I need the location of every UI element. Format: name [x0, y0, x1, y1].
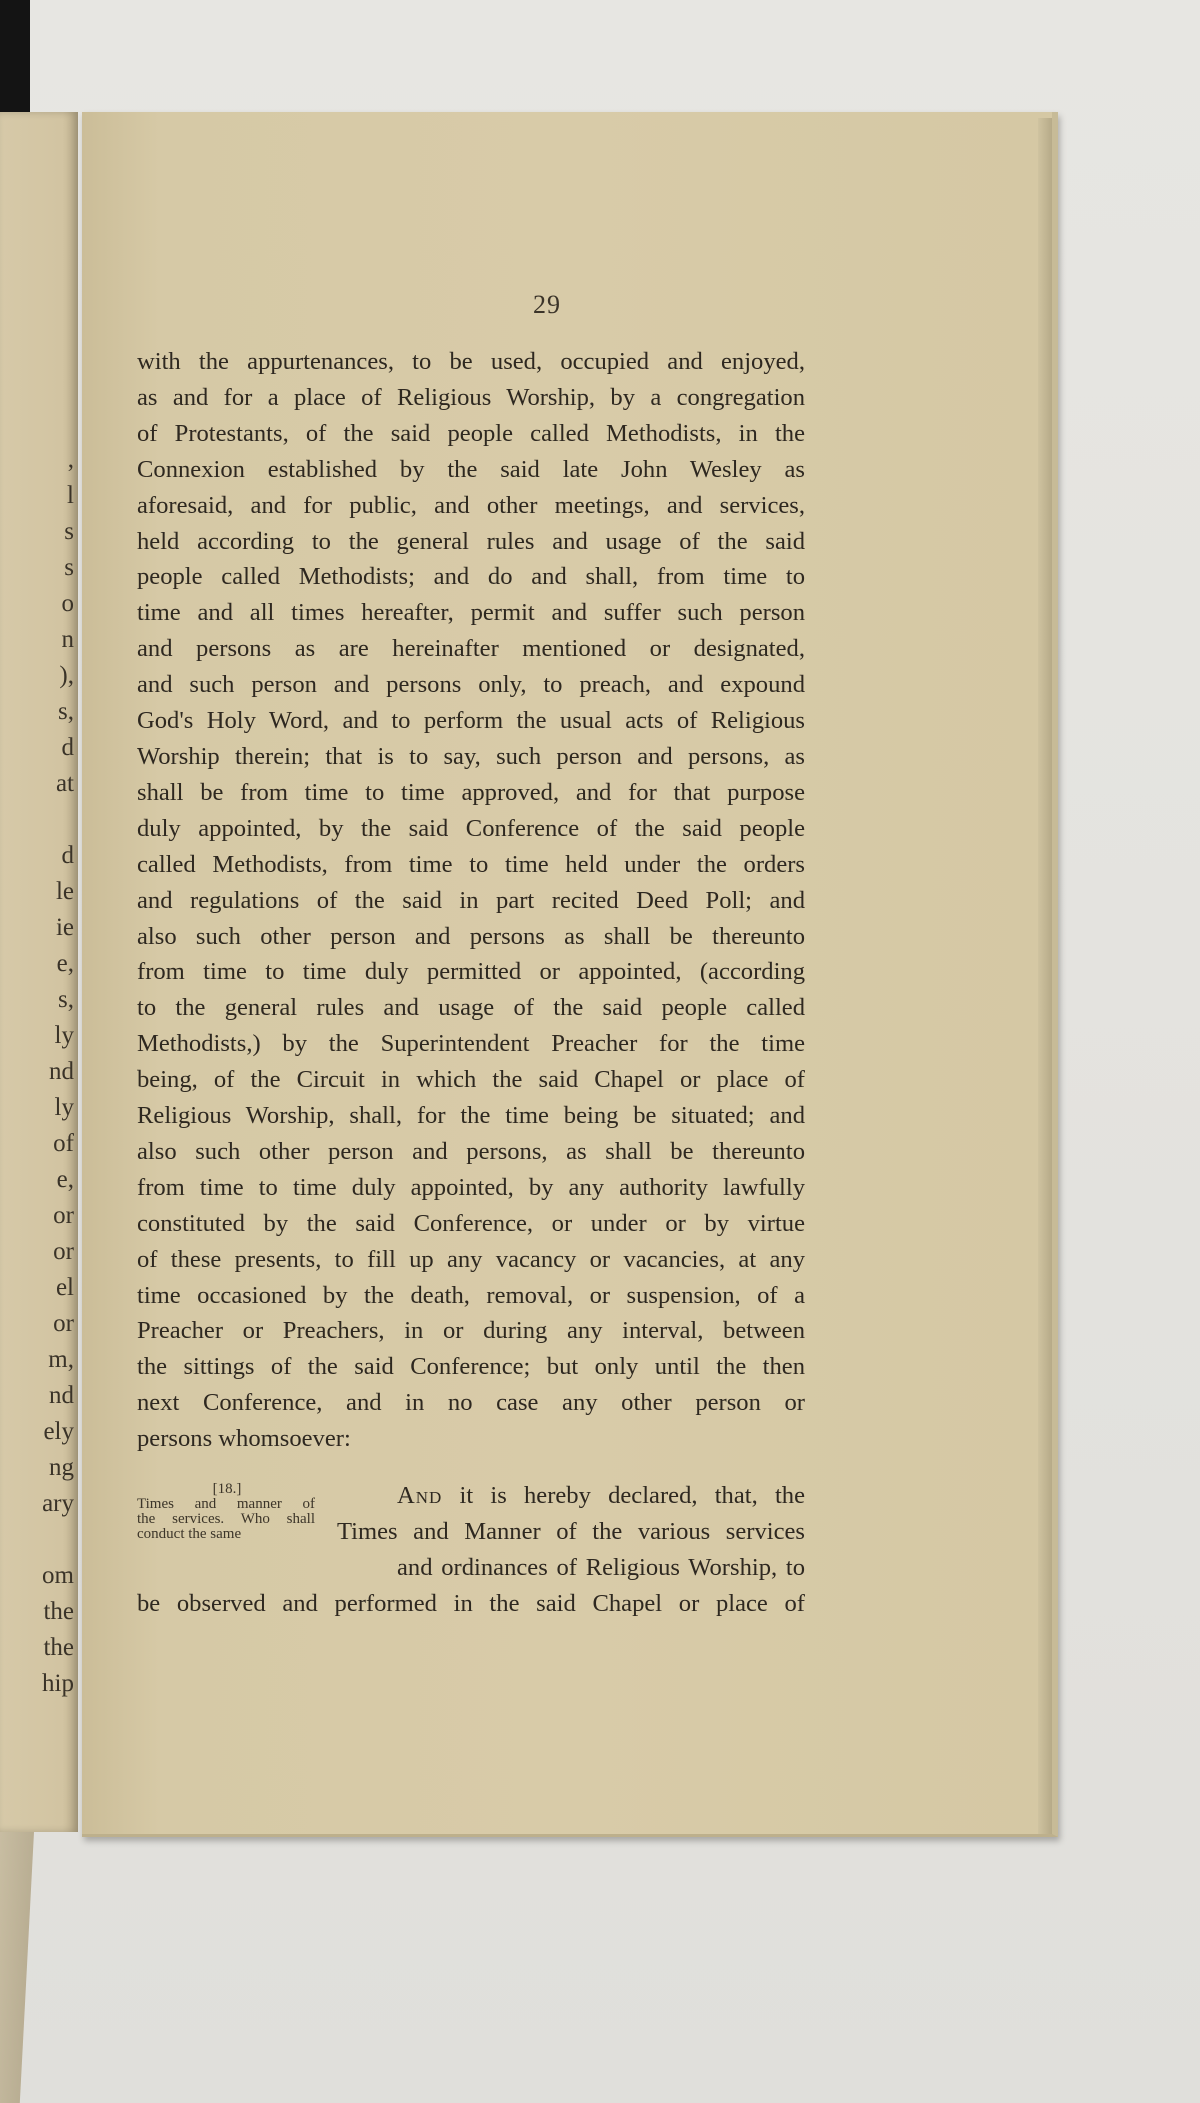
paragraph-line: shall be from time to time approved, and for that purpose — [137, 778, 805, 806]
paragraph-line: and regulations of the said in part recited Deed Poll; and — [137, 886, 805, 914]
paper-stack-edge — [0, 1832, 34, 2103]
paragraph-line: time and all times hereafter, permit and suffer such person — [137, 599, 805, 627]
paragraph-line: of Protestants, of the said people called Methodists, in the — [137, 419, 805, 447]
paragraph-line: from time to time duly appointed, by any authority lawfully — [137, 1173, 805, 1201]
paragraph-line: held according to the general rules and usage of the said — [137, 527, 805, 555]
paragraph-line: also such other person and persons, as shall be thereunto — [137, 1137, 805, 1165]
paragraph-line: aforesaid, and for public, and other meetings, and services, — [137, 491, 805, 519]
facing-page-edge — [0, 112, 78, 1832]
margin-note-line: the services. Who shall — [137, 1511, 315, 1527]
section-line-2: Times and Manner of the various services — [337, 1518, 805, 1545]
book-page — [82, 112, 1058, 1837]
section-line-4: be observed and performed in the said Chapel or place of — [137, 1590, 805, 1617]
section-line-1 — [397, 1478, 805, 1514]
paragraph-line: God's Holy Word, and to perform the usual acts of Religious — [137, 707, 805, 735]
paragraph-line: duly appointed, by the said Conference of the said people — [137, 814, 805, 842]
paragraph-line: with the appurtenances, to be used, occupied and enjoyed, — [137, 348, 805, 375]
page-number: 29 — [533, 290, 561, 319]
paragraph-line: Methodists,) by the Superintendent Preacher for the time — [137, 1030, 805, 1058]
scanner-edge — [0, 0, 30, 115]
paragraph-line: people called Methodists; and do and shall, from time to — [137, 563, 805, 591]
paragraph-line: the sittings of the said Conference; but only until the then — [137, 1353, 805, 1381]
paragraph-line: also such other person and persons as shall be thereunto — [137, 922, 805, 950]
paragraph-line: being, of the Circuit in which the said Chapel or place of — [137, 1066, 805, 1094]
paragraph-line: time occasioned by the death, removal, or suspension, of a — [137, 1281, 805, 1309]
margin-note — [137, 1482, 327, 1542]
section-line-3: and ordinances of Religious Worship, to — [397, 1554, 805, 1581]
paragraph-line: to the general rules and usage of the said people called — [137, 994, 805, 1022]
main-paragraph — [137, 344, 805, 1457]
paragraph-line: as and for a place of Religious Worship, by a congregation — [137, 383, 805, 411]
margin-note-number: [18.] — [212, 1481, 242, 1497]
section-line-1-text: it is hereby declared, that, the — [459, 1482, 805, 1509]
paragraph-line: next Conference, and in no case any other person or — [137, 1389, 805, 1417]
paragraph-line: of these presents, to fill up any vacancy or vacancies, at any — [137, 1245, 805, 1273]
paragraph-line: Preacher or Preachers, in or during any interval, between — [137, 1317, 805, 1345]
paragraph-line: Religious Worship, shall, for the time being be situated; and — [137, 1102, 805, 1130]
paragraph-line: from time to time duly permitted or appointed, (according — [137, 958, 805, 986]
paragraph-line: persons whomsoever: — [137, 1425, 351, 1453]
paragraph-line: Connexion established by the said late John Wesley as — [137, 455, 805, 483]
paragraph-line: Worship therein; that is to say, such person and persons, as — [137, 742, 805, 770]
margin-note-line: Times and manner of — [137, 1496, 315, 1512]
paragraph-line: called Methodists, from time to time held under the orders — [137, 850, 805, 878]
page-right-edge — [1038, 118, 1052, 1834]
facing-page-text-fragments: , l s s o n ), s, d at d le ie e, s, ly nd ly of e, or or el or m, nd ely ng ary om the the hip — [42, 446, 74, 1697]
paragraph-line: and such person and persons only, to preach, and expound — [137, 671, 805, 699]
lead-word: And — [397, 1482, 443, 1509]
margin-note-line: conduct the same — [137, 1526, 242, 1542]
paragraph-line: and persons as are hereinafter mentioned or designated, — [137, 635, 805, 663]
paragraph-line: constituted by the said Conference, or under or by virtue — [137, 1209, 805, 1237]
